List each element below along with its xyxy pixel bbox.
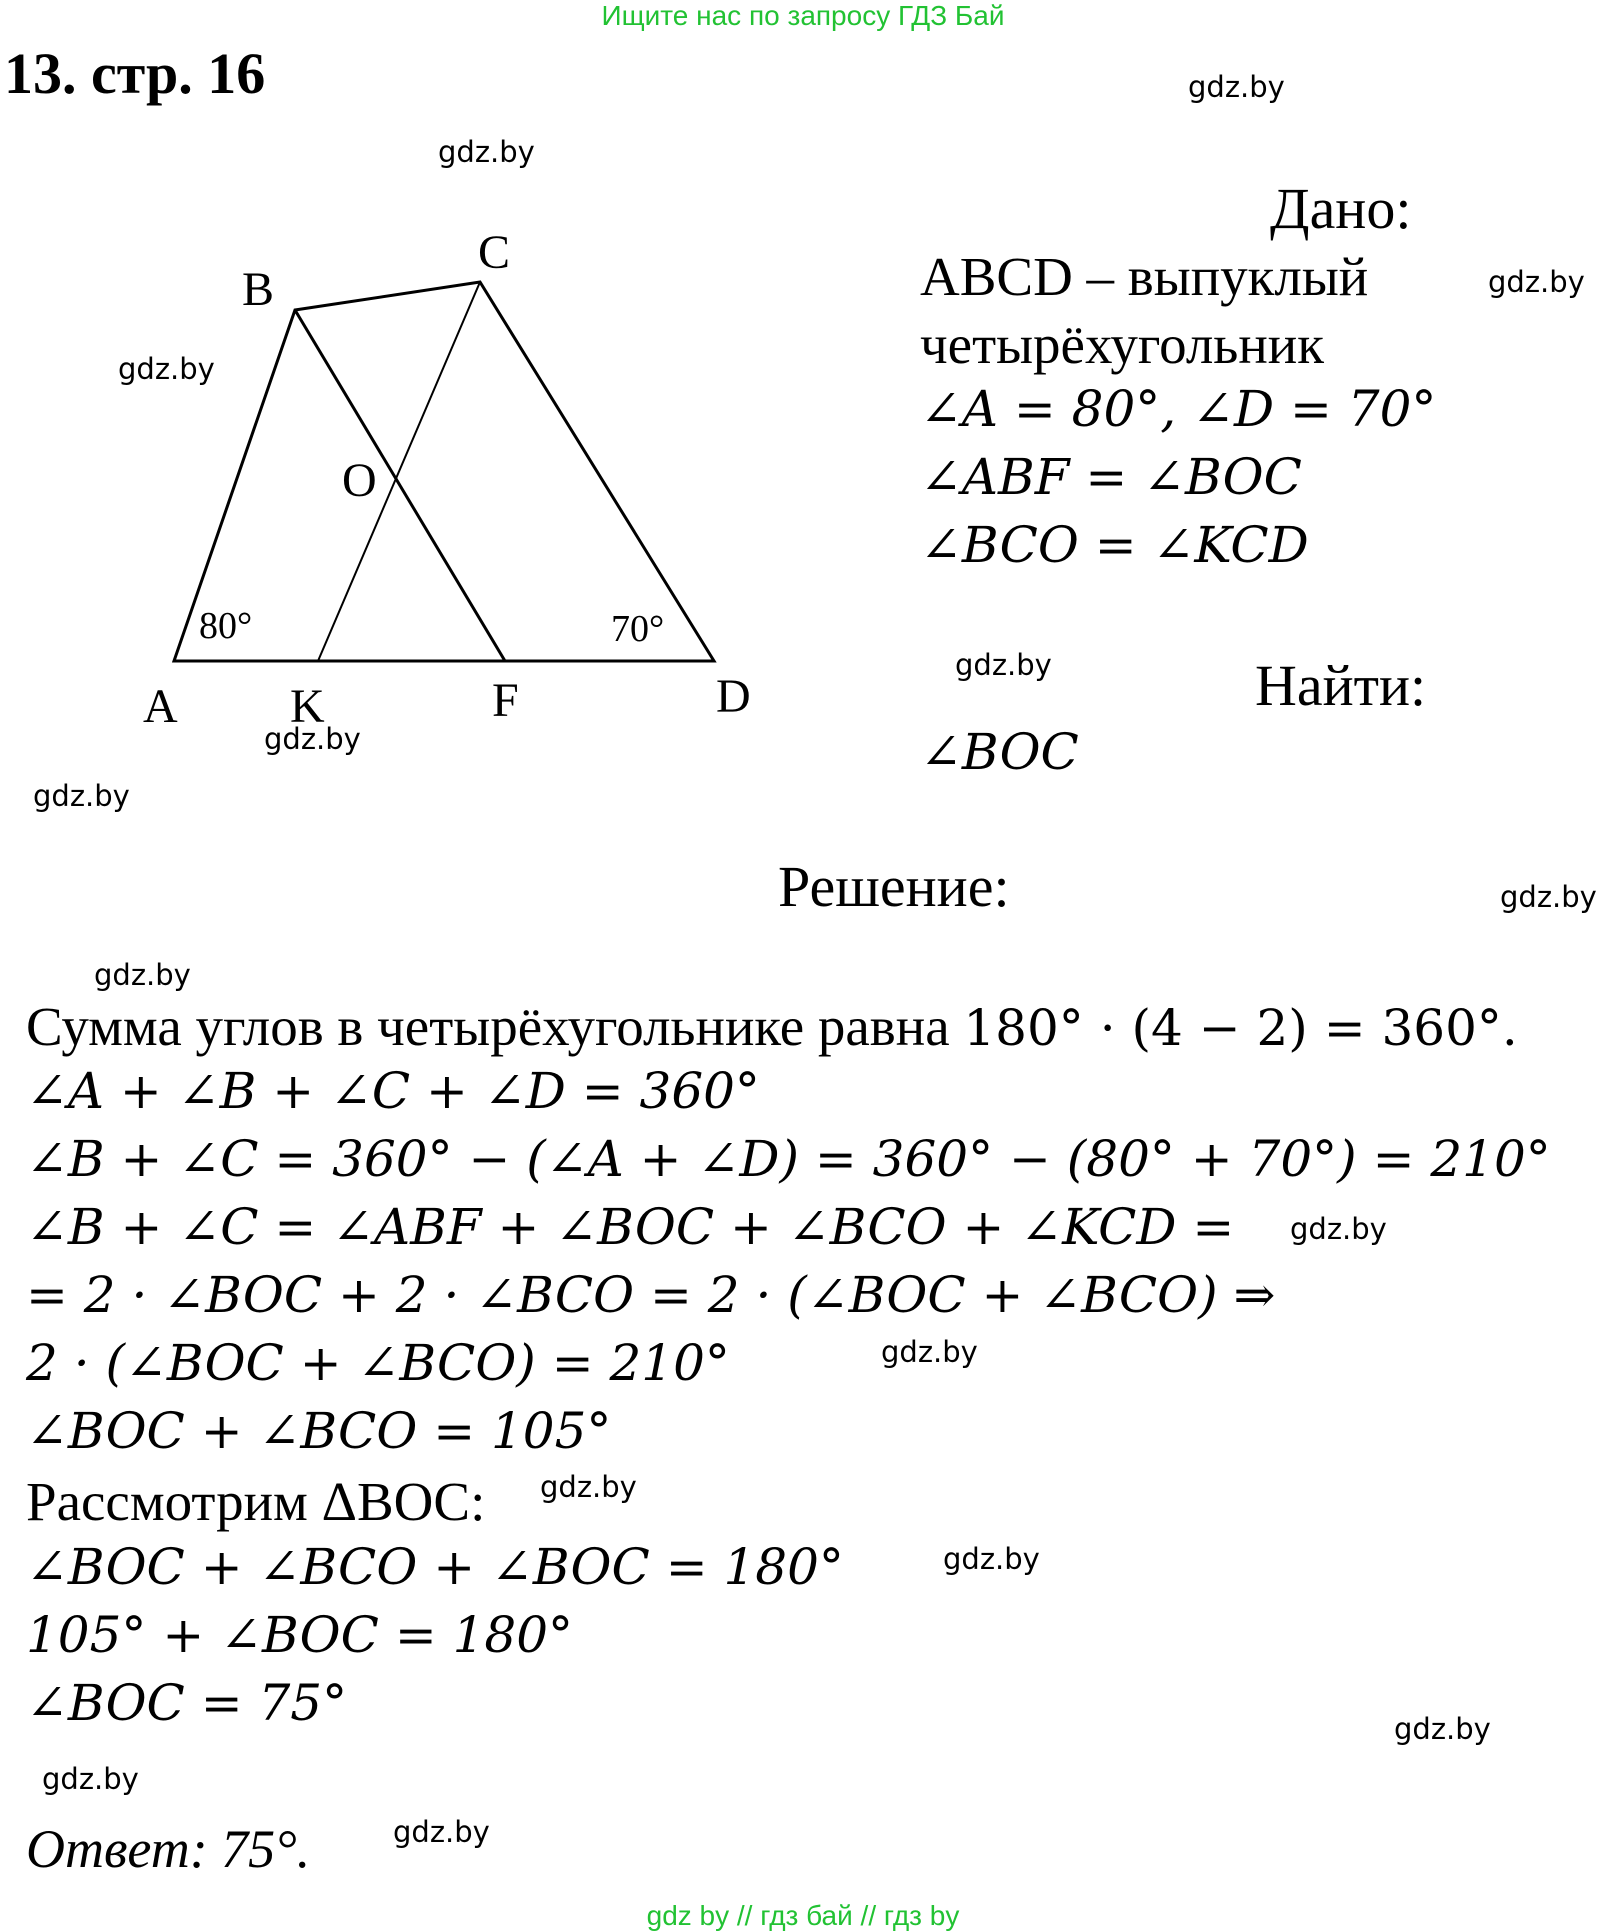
vertex-label-a: A — [143, 680, 178, 733]
solution-line-3: ∠B + ∠C = 360° − (∠A + ∠D) = 360° − (80° + 70°) = 210° — [26, 1130, 1551, 1188]
watermark-text: gdz.by — [1500, 880, 1597, 914]
solution-line-8-triangle: ΔBOC: — [321, 1471, 486, 1532]
solution-line-9: ∠BOC + ∠BCO + ∠BOC = 180° — [26, 1538, 844, 1596]
solution-line-11: ∠BOC = 75° — [26, 1674, 348, 1732]
watermark-text: gdz.by — [33, 779, 130, 813]
find-heading: Найти: — [1255, 653, 1427, 718]
solution-line-10: 105° + ∠BOC = 180° — [26, 1606, 574, 1664]
given-line-1: ABCD – выпуклый — [920, 246, 1369, 307]
watermark-text: gdz.by — [943, 1542, 1040, 1576]
footer-links: gdz by // гдз бай // гдз by — [646, 1900, 960, 1931]
search-banner: Ищите нас по запросу ГДЗ Бай — [601, 0, 1005, 31]
solution-line-4: ∠B + ∠C = ∠ABF + ∠BOC + ∠BCO + ∠KCD = — [26, 1198, 1235, 1256]
watermark-text: gdz.by — [42, 1762, 139, 1796]
watermark-text: gdz.by — [1188, 70, 1285, 104]
solution-line-7: ∠BOC + ∠BCO = 105° — [26, 1402, 612, 1460]
angle-a-label: 80° — [199, 605, 253, 647]
page-title: 13. стр. 16 — [4, 41, 266, 106]
watermark-text: gdz.by — [955, 648, 1052, 682]
solution-line-5: = 2 · ∠BOC + 2 · ∠BCO = 2 · (∠BOC + ∠BCO) ⇒ — [26, 1266, 1276, 1324]
point-label-o: O — [342, 454, 377, 507]
segment-bf — [295, 310, 505, 661]
vertex-label-b: B — [242, 263, 275, 316]
solution-line-1-math: 180° · (4 − 2) = 360°. — [963, 999, 1518, 1057]
watermark-text: gdz.by — [1488, 265, 1585, 299]
answer-text: Ответ: 75°. — [26, 1819, 311, 1879]
watermark-text: gdz.by — [881, 1335, 978, 1369]
watermark-text: gdz.by — [264, 722, 361, 756]
solution-line-1-text: Сумма углов в четырёхугольнике равна — [26, 996, 964, 1057]
solution-heading: Решение: — [778, 854, 1010, 919]
watermark-text: gdz.by — [118, 352, 215, 386]
given-equality-1: ∠ABF = ∠BOC — [920, 448, 1302, 506]
quadrilateral-figure — [0, 0, 780, 760]
watermark-text: gdz.by — [540, 1470, 637, 1504]
solution-line-1 — [26, 995, 1518, 1058]
given-line-2: четырёхугольник — [920, 314, 1324, 375]
given-equality-2: ∠BCO = ∠KCD — [920, 516, 1309, 574]
solution-line-6: 2 · (∠BOC + ∠BCO) = 210° — [26, 1334, 730, 1392]
watermark-text: gdz.by — [438, 135, 535, 169]
solution-line-8 — [26, 1470, 485, 1533]
point-label-f: F — [492, 674, 519, 727]
point-label-k: K — [290, 680, 325, 733]
quadrilateral-abcd — [174, 282, 714, 661]
vertex-label-c: C — [478, 226, 511, 279]
vertex-label-d: D — [716, 670, 751, 723]
given-heading: Дано: — [1270, 176, 1412, 241]
watermark-text: gdz.by — [1394, 1712, 1491, 1746]
angle-d-label: 70° — [611, 608, 665, 650]
watermark-text: gdz.by — [393, 1815, 490, 1849]
given-angles-ad: ∠A = 80°, ∠D = 70° — [920, 380, 1437, 438]
watermark-text: gdz.by — [94, 958, 191, 992]
find-value: ∠BOC — [920, 723, 1079, 781]
watermark-text: gdz.by — [1290, 1212, 1387, 1246]
solution-line-2: ∠A + ∠B + ∠C + ∠D = 360° — [26, 1062, 760, 1120]
solution-line-8-text: Рассмотрим — [26, 1471, 322, 1532]
